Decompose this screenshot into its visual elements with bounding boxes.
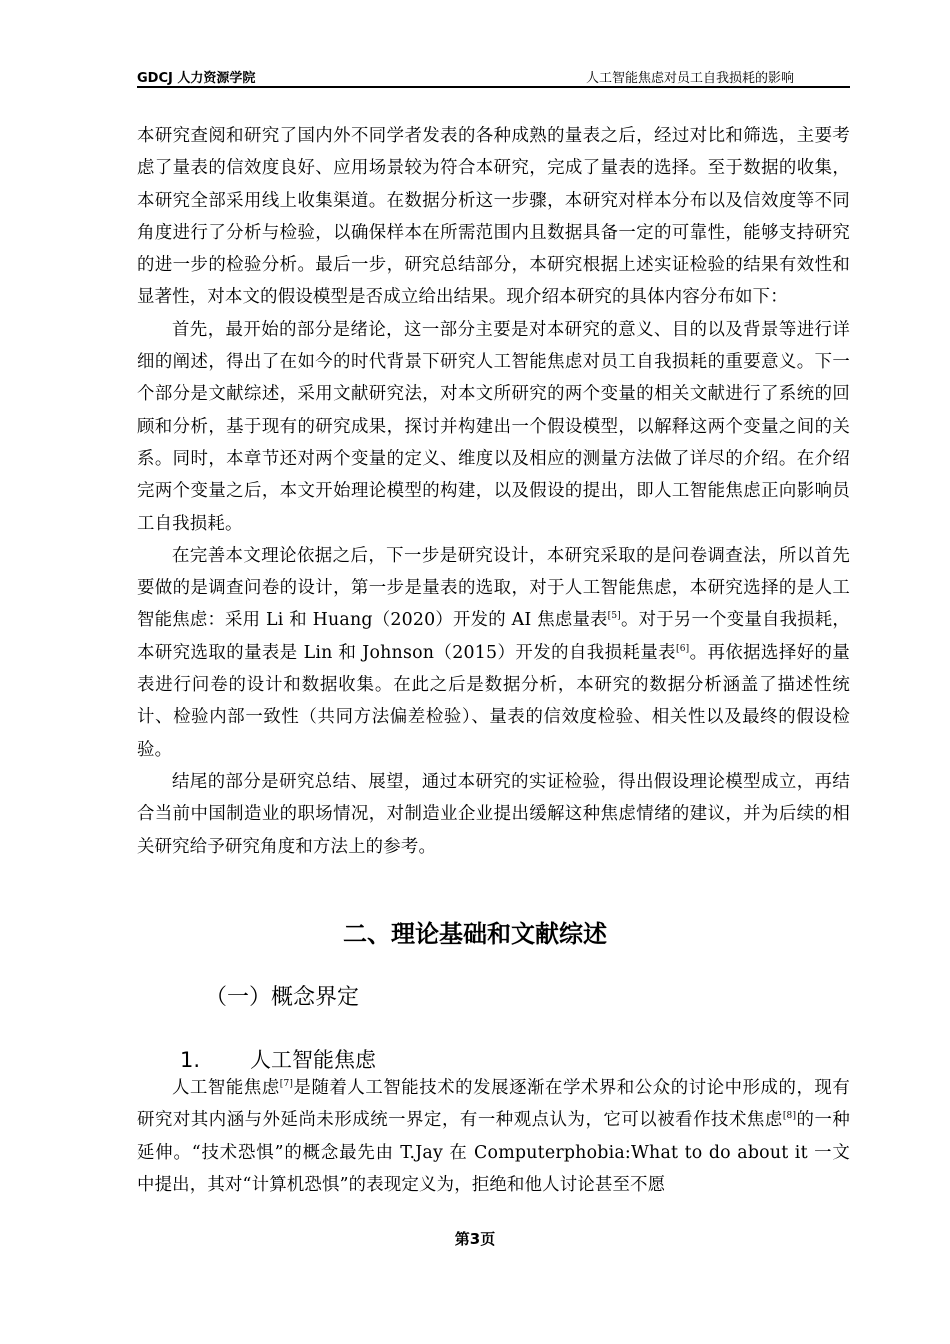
- paragraph-3-part-a: 在完善本文理论依据之后，下一步是研究设计，本研究采取的是问卷调查法，所以首先要做的是调查问卷的设计，第一步是量表的选取，对于人工智能焦虑，本研究选择的是人工智能焦虑：采用 Li 和 Huang（2020）开发的 AI 焦虑量表: [137, 545, 850, 631]
- header-school: GDCJ 人力资源学院: [137, 71, 256, 86]
- paragraph-2: 首先，最开始的部分是绪论，这一部分主要是对本研究的意义、目的以及背景等进行详细的阐述，得出了在如今的时代背景下研究人工智能焦虑对员工自我损耗的重要意义。下一个部分是文献综述，采用文献研究法，对本文所研究的两个变量的相关文献进行了系统的回顾和分析，基于现有的研究成果，探讨并构建出一个假设模型，以解释这两个变量之间的关系。同时，本章节还对两个变量的定义、维度以及相应的测量方法做了详尽的介绍。在介绍完两个变量之后，本文开始理论模型的构建，以及假设的提出，即人工智能焦虑正向影响员工自我损耗。: [137, 319, 850, 534]
- subsection-title: 人工智能焦虑: [250, 1048, 376, 1072]
- paragraph-5-part-b: 是随着人工智能技术的发展逐渐在学术界和公众的讨论中形成的，现有研究对其内涵与外延尚未形成统一界定，有一种观点认为，它可以被看作技术焦虑: [137, 1078, 850, 1131]
- subsection-heading: [180, 1044, 376, 1074]
- citation-6: [6]: [676, 643, 690, 654]
- paragraph-3: [137, 540, 850, 766]
- paragraph-5: [137, 1072, 850, 1201]
- chapter-heading: 二、理论基础和文献综述: [343, 920, 607, 948]
- paragraph-3-part-b: 。对于另一个变量自我损耗，本研究选取的量表是 Lin 和 Johnson（2015）开发的自我损耗量表: [137, 610, 850, 663]
- citation-7: [7]: [279, 1079, 294, 1090]
- paragraph-1: 本研究查阅和研究了国内外不同学者发表的各种成熟的量表之后，经过对比和筛选，主要考虑了量表的信效度良好、应用场景较为符合本研究，完成了量表的选择。至于数据的收集，本研究全部采用线上收集渠道。在数据分析这一步骤，本研究对样本分布以及信效度等不同角度进行了分析与检验，以确保样本在所需范围内且数据具备一定的可靠性，能够支持研究的进一步的检验分析。最后一步，研究总结部分，本研究根据上述实证检验的结果有效性和显著性，对本文的假设模型是否成立给出结果。现介绍本研究的具体内容分布如下：: [137, 126, 850, 308]
- subsection-number: 1.: [180, 1048, 201, 1072]
- paragraph-5-part-c: 的一种延伸。“技术恐惧”的概念最先由 T.Jay 在 Computerphobia:What to do about it 一文中提出，其对“计算机恐惧”的表现定义为，拒绝和他人讨论甚至不愿: [137, 1110, 850, 1195]
- section-heading: （一）概念界定: [205, 985, 360, 1010]
- header-title: 人工智能焦虑对员工自我损耗的影响: [585, 71, 794, 86]
- paragraph-5-part-a: 人工智能焦虑: [172, 1078, 280, 1098]
- citation-5: [5]: [607, 611, 622, 622]
- body-text: [137, 120, 850, 863]
- body-text-2: [137, 1072, 850, 1201]
- paragraph-4: 结尾的部分是研究总结、展望，通过本研究的实证检验，得出假设理论模型成立，再结合当前中国制造业的职场情况，对制造业企业提出缓解这种焦虑情绪的建议，并为后续的相关研究给予研究角度和方法上的参考。: [137, 771, 850, 857]
- page-number: 第3页: [454, 1230, 496, 1248]
- page-header: [137, 64, 850, 88]
- paragraph-3-part-c: 。再依据选择好的量表进行问卷的设计和数据收集。在此之后是数据分析，本研究的数据分析涵盖了描述性统计、检验内部一致性（共同方法偏差检验）、量表的信效度检验、相关性以及最终的假设检验。: [137, 642, 850, 760]
- citation-8: [8]: [782, 1111, 797, 1122]
